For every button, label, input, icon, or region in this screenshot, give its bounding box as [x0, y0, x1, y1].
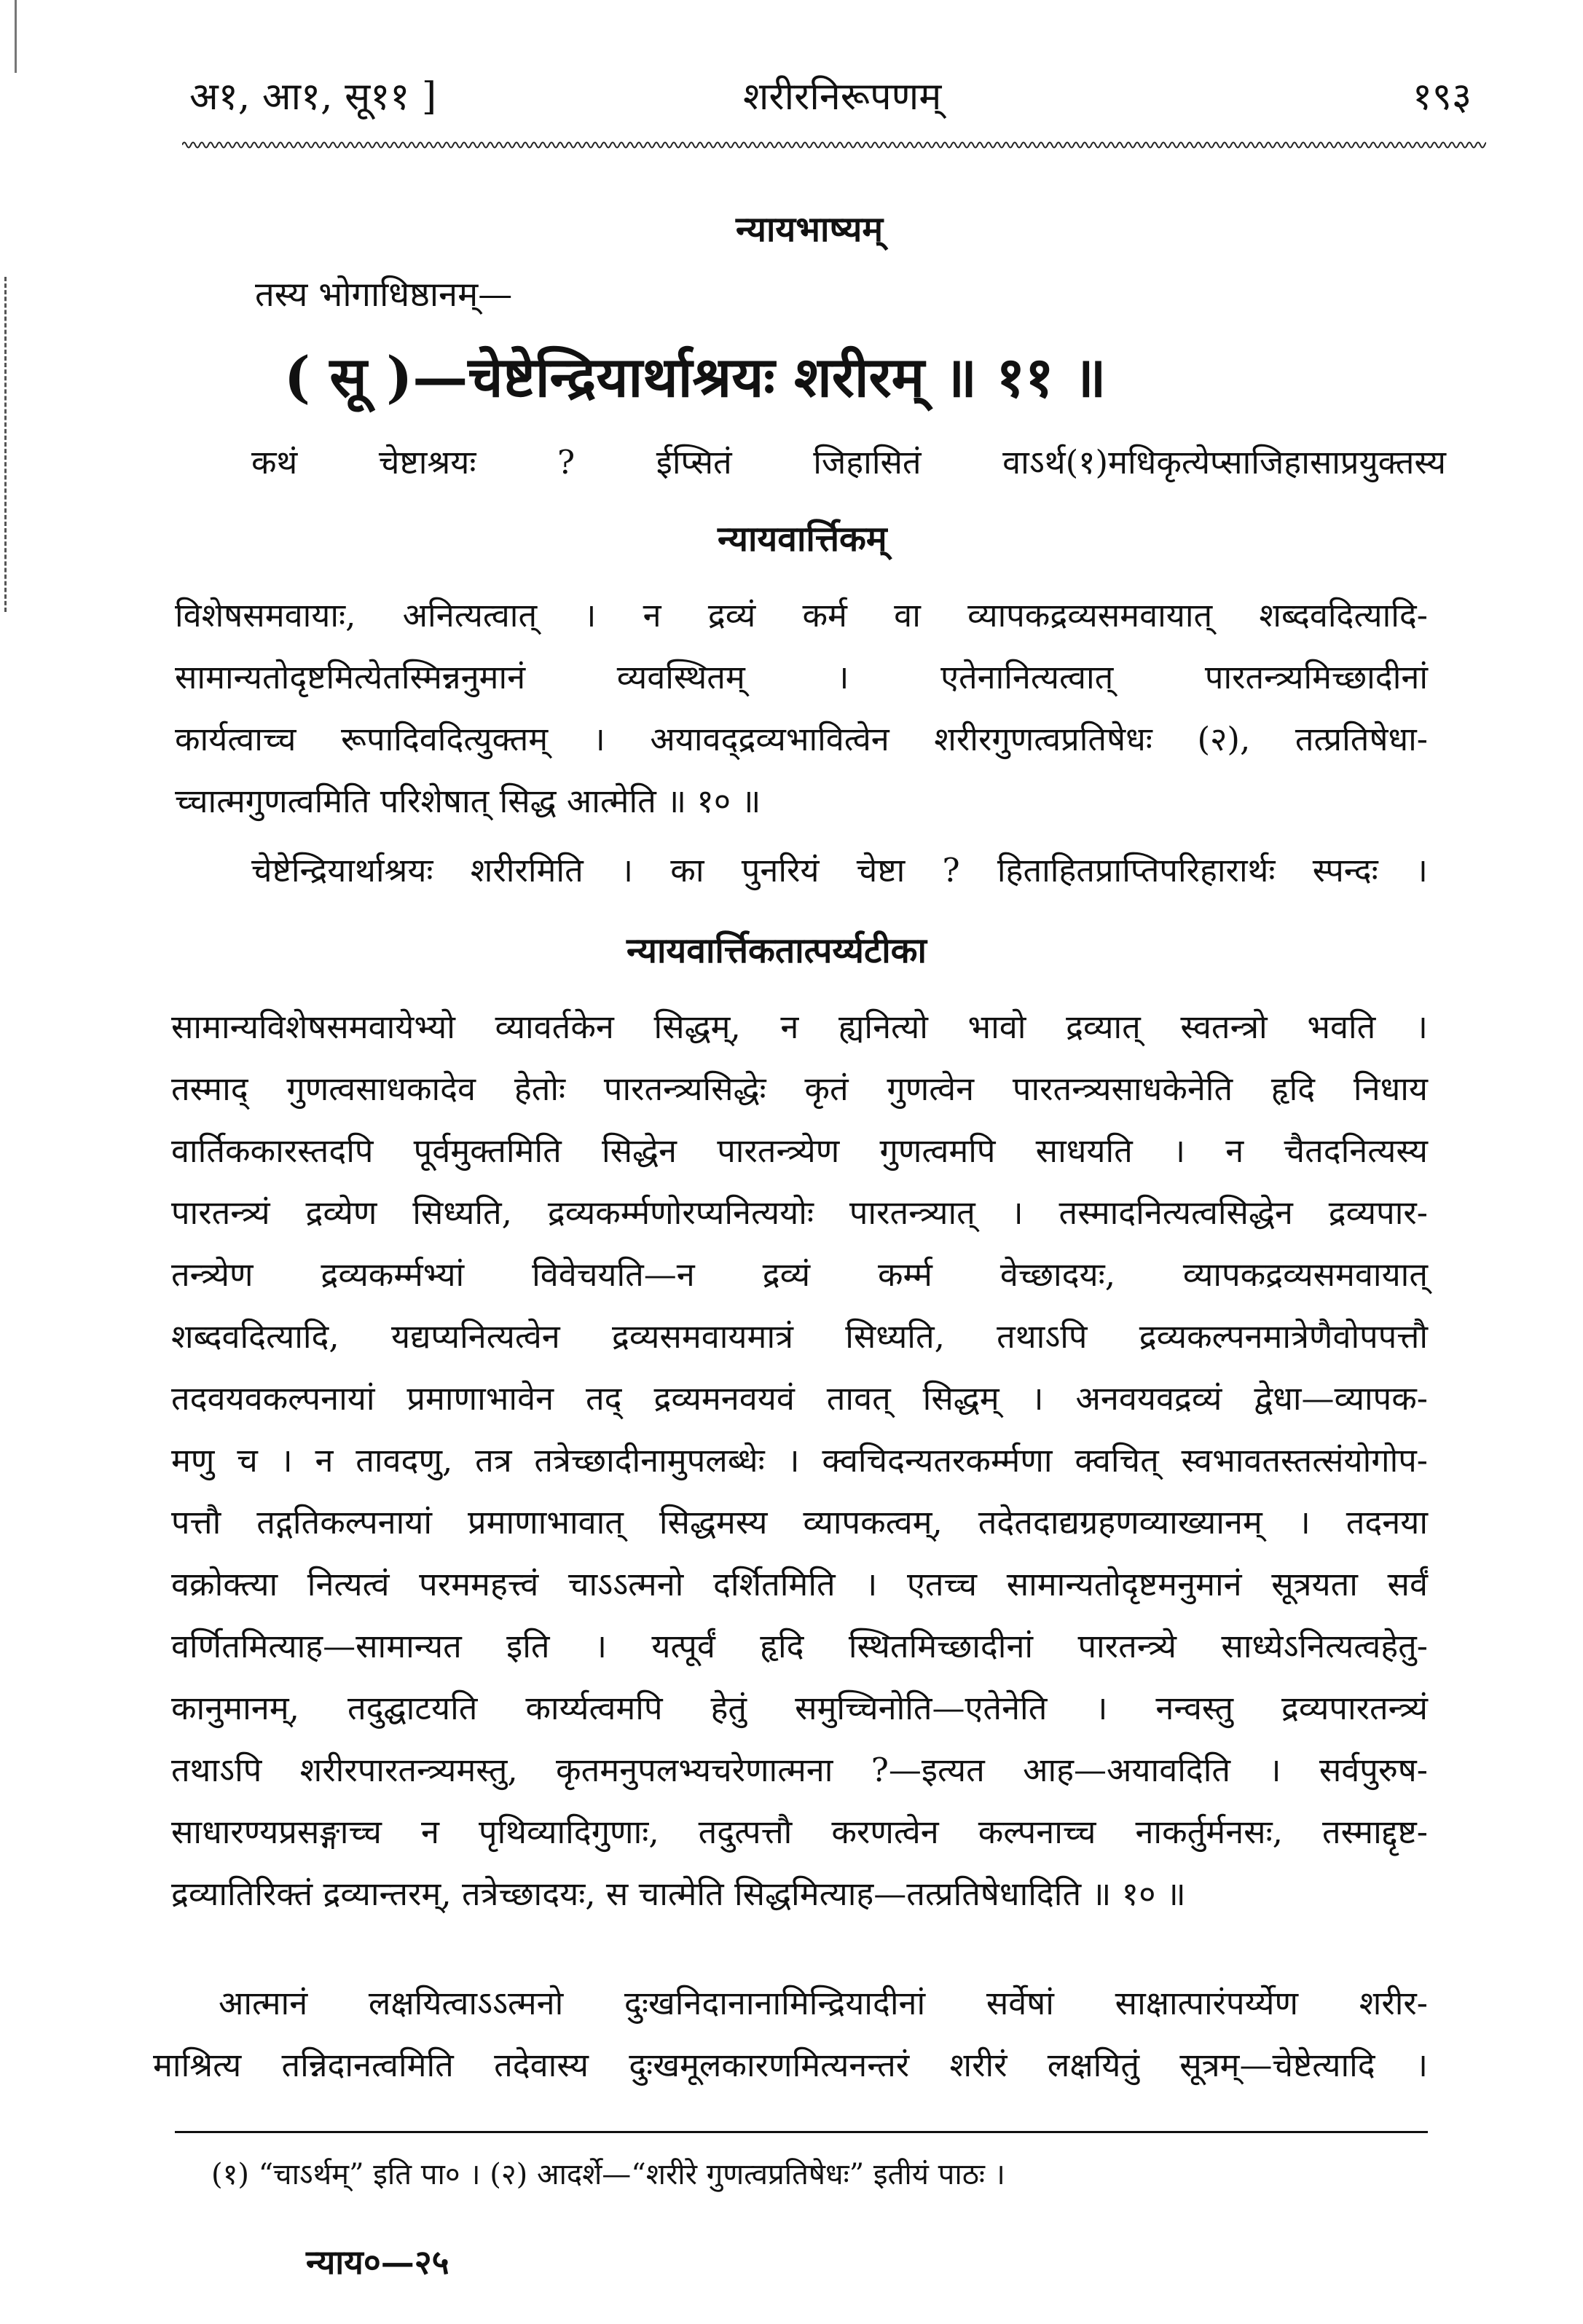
tika-line: पारतन्त्र्यं द्रव्येण सिध्यति, द्रव्यकर्म्मणोरप्यनित्ययोः पारतन्त्र्यात् । तस्मादनित्यत्वसिद्धेन द्रव्यपार- — [171, 1193, 1428, 1232]
tika-line: साधारण्यप्रसङ्गाच्च न पृथिव्यादिगुणाः, तदुत्पत्तौ करणत्वेन कल्पनाच्च नाकर्तुर्मनसः, तस्माद्दृष्ट- — [171, 1813, 1428, 1851]
running-header — [189, 69, 1472, 127]
tika-line: मणु च । न तावदणु, तत्र तत्रेच्छादीनामुपलब्धेः । क्वचिदन्यतरकर्म्मणा क्वचित् स्वभावतस्तत्संयोगोप- — [171, 1441, 1428, 1480]
tika-line: तदवयवकल्पनायां प्रमाणाभावेन तद् द्रव्यमनवयवं तावत् सिद्धम् । अनवयवद्रव्यं द्वेधा—व्यापक- — [171, 1379, 1428, 1418]
running-title: शरीरनिरूपणम् — [743, 75, 942, 119]
vartika-line: च्चात्मगुणत्वमिति परिशेषात् सिद्ध आत्मेति ॥ १० ॥ — [175, 782, 761, 820]
tika-line: कानुमानम्, तदुद्घाटयति कार्य्यत्वमपि हेतुं समुच्चिनोति—एतेनेति । नन्वस्तु द्रव्यपारतन्त्र्यं — [171, 1689, 1428, 1727]
vartika-next-line: चेष्टेन्द्रियार्थाश्रयः शरीरमिति । का पुनरियं चेष्टा ? हिताहितप्राप्तिपरिहारार्थः स्पन्दः । — [251, 851, 1428, 890]
tika-line: पत्तौ तद्गतिकल्पनायां प्रमाणाभावात् सिद्धमस्य व्यापकत्वम्, तदेतदाद्यग्रहणव्याख्यानम् । तदनया — [171, 1503, 1428, 1542]
tika-para2-line: माश्रित्य तन्निदानत्वमिति तदेवास्य दुःखमूलकारणमित्यनन्तरं शरीरं लक्षयितुं सूत्रम्—चेष्टेत्यादि । — [153, 2046, 1428, 2084]
vartika-line: विशेषसमवायाः, अनित्यत्वात् । न द्रव्यं कर्म वा व्यापकद्रव्यसमवायात् शब्दवदित्यादि- — [175, 596, 1428, 635]
tika-line: तथाऽपि शरीरपारतन्त्र्यमस्तु, कृतमनुपलभ्यचरेणात्मना ?—इत्यत आह—अयावदिति । सर्वपुरुष- — [171, 1751, 1428, 1789]
heading-nyayabhashyam: न्यायभाष्यम् — [736, 209, 884, 250]
tika-para2-line: आत्मानं लक्षयित्वाऽऽत्मनो दुःखनिदानानामिन्द्रियादीनां सर्वेषां साक्षात्पारंपर्य्येण शरीर- — [219, 1984, 1428, 2022]
tika-line: द्रव्यातिरिक्तं द्रव्यान्तरम्, तत्रेच्छादयः, स चात्मेति सिद्धमित्याह—तत्प्रतिषेधादिति ॥ १० ॥ — [171, 1874, 1186, 1913]
tika-line: तन्त्र्येण द्रव्यकर्म्मभ्यां विवेचयति—न द्रव्यं कर्म्म वेच्छादयः, व्यापकद्रव्यसमवायात् — [171, 1255, 1428, 1294]
tika-line: वर्णितमित्याह—सामान्यत इति । यत्पूर्वं हृदि स्थितमिच्छादीनां पारतन्त्र्ये साध्येऽनित्यत्वहेतु- — [171, 1627, 1428, 1665]
header-wavy-rule — [182, 138, 1486, 152]
footnote-rule — [175, 2131, 1428, 2133]
page-number: १९३ — [1412, 75, 1472, 119]
vartika-line: कार्यत्वाच्च रूपादिवदित्युक्तम् । अयावद्द्रव्यभावित्वेन शरीरगुणत्वप्रतिषेधः (२), तत्प्रतिषेधा- — [175, 720, 1428, 758]
tika-line: शब्दवदित्यादि, यद्यप्यनित्यत्वेन द्रव्यसमवायमात्रं सिध्यति, तथाऽपि द्रव्यकल्पनमात्रेणैवोपपत्तौ — [171, 1317, 1428, 1356]
tika-line: सामान्यविशेषसमवायेभ्यो व्यावर्तकेन सिद्धम्, न ह्यनित्यो भावो द्रव्यात् स्वतन्त्रो भवति । — [171, 1008, 1428, 1046]
bhashya-line: कथं चेष्टाश्रयः ? ईप्सितं जिहासितं वाऽर्थ(१)मधिकृत्येप्साजिहासाप्रयुक्तस्य — [251, 443, 1446, 482]
tika-line: वार्तिककारस्तदपि पूर्वमुक्तमिति सिद्धेन पारतन्त्र्येण गुणत्वमपि साधयति । न चैतदनित्यस्य — [171, 1131, 1428, 1170]
bhashya-intro: तस्य भोगाधिष्ठानम्— — [255, 275, 513, 315]
heading-tika: न्यायवार्त्तिकतात्पर्य्यटीका — [626, 930, 927, 971]
footnote: (१) “चाऽर्थम्” इति पा० । (२) आदर्शे—“शरीरे गुणत्वप्रतिषेधः” इतीयं पाठः । — [211, 2158, 1005, 2191]
sutra-text: ( सू )—चेष्टेन्द्रियार्थाश्रयः शरीरम् ॥ ११ ॥ — [284, 345, 1107, 409]
tika-line: तस्माद् गुणत्वसाधकादेव हेतोः पारतन्त्र्यसिद्धेः कृतं गुणत्वेन पारतन्त्र्यसाधकेनेति हृदि निधाय — [171, 1069, 1428, 1108]
vartika-line: सामान्यतोदृष्टमित्येतस्मिन्ननुमानं व्यवस्थितम् । एतेनानित्यत्वात् पारतन्त्र्यमिच्छादीनां — [175, 658, 1428, 696]
tika-line: वक्रोक्त्या नित्यत्वं परममहत्त्वं चाऽऽत्मनो दर्शितमिति । एतच्च सामान्यतोदृष्टमनुमानं सूत्रयता सर्वं — [171, 1565, 1428, 1603]
scan-edge-line — [15, 0, 17, 73]
chapter-reference: अ१, आ१, सू११ ] — [189, 75, 437, 119]
gutter-marks — [4, 277, 17, 612]
heading-nyayavartikam: न्यायवार्त्तिकम् — [718, 519, 887, 560]
signature-mark: न्याय०—२५ — [306, 2242, 449, 2282]
